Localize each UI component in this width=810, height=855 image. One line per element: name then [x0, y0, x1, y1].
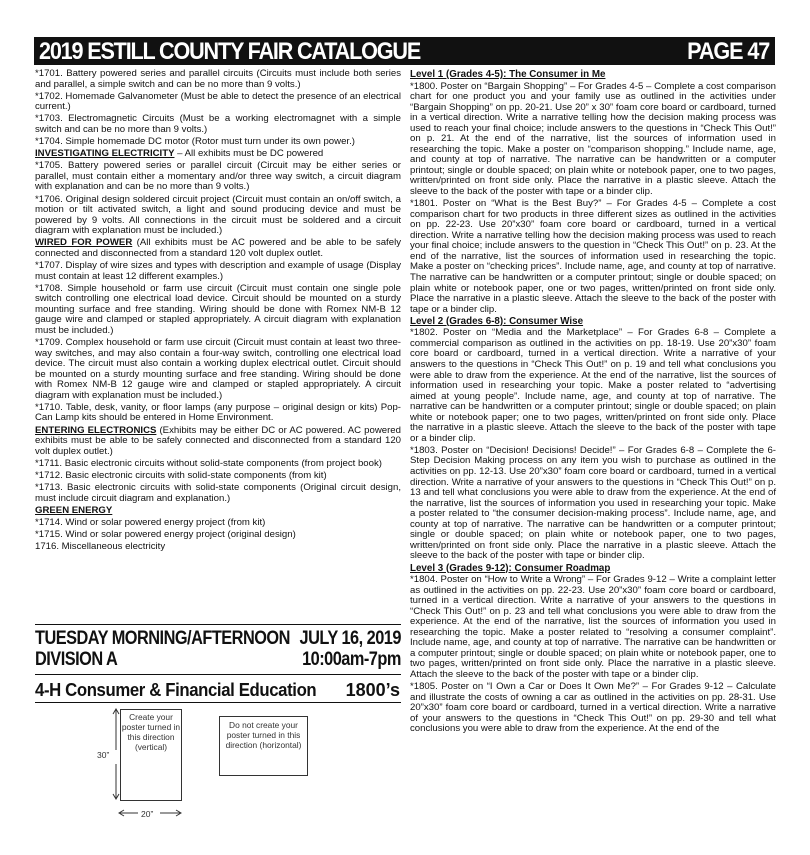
class-1711: *1711. Basic electronic circuits without solid-state components (from project book): [35, 457, 382, 469]
section-investigating-electricity: [35, 149, 401, 160]
section-wired-for-power: [35, 238, 401, 259]
section-title: ENTERING ELECTRONICS: [35, 424, 157, 436]
class-1804: *1804. Poster on “How to Write a Wrong” – For Grades 9-12 – Write a complaint letter as outlined in the activities on pp. 22-23. Use 20”x30” foam core board or cardboard, turned in a vertical direction. Write a narrative of your answers to the questions in “Check This Out!” on p. 23 and tell what conclusions you were able to draw from the experience. At the end of the narrative, list the sources of information you used in researching the topic. Make a poster related to “resolving a consumer complaint”. Include name, age, and county at top of narrative. The narrative can be handwritten or a computer printout; single or double spaced; on plain white or notebook paper, one to two pages, written/printed on front side only. Place the narrative in a plastic sleeve. Attach the sleeve to the back of the poster with tape or a binder clip.: [410, 574, 776, 680]
class-1708: *1708. Simple household or farm use circuit (Circuit must contain one single pole switch controlling one electrical load device. Circuit should be mounted on a sturdy mounting surface and free standing. Wiring should be done with Romex NM-B 12 gauge wire and clamped or stapled appropriately. A circuit diagram with explanation must be included.): [35, 282, 401, 336]
class-1715: *1715. Wind or solar powered energy project (original design): [35, 529, 296, 541]
class-1802: *1802. Poster on “Media and the Marketplace” – For Grades 6-8 – Complete a commercial comparison as outlined in the activities on pp. 18-19. Use 20”x30” foam core board or cardboard, turned in a vertical direction. Write a narrative of your answers to the questions in “Check This Out!” on p. 19 and tell what conclusions you were able to draw from the experience. At the end of the narrative, list the sources of information used in researching your topic. Make a poster related to “advertising aimed at young people”. Include name, age, and county at top of narrative. The narrative can be handwritten or a computer printout; single or double spaced; on plain white or notebook paper; one to two pages, written/printed on front side only. Place the narrative in a plastic sleeve. Attach the sleeve to the back of the poster with tape or a binder clip.: [410, 327, 776, 444]
section-note: (Exhibits may be either DC or AC powered. AC powered exhibits must be able to be safely connected and disconnected from a standard 120 volt duplex outlet.): [35, 424, 401, 457]
left-column: [35, 69, 401, 554]
department-title: 4-H Consumer & Financial Education: [35, 680, 317, 700]
section-note: – All exhibits must be DC powered: [174, 148, 324, 160]
class-1801: *1801. Poster on “What is the Best Buy?” – For Grades 4-5 – Complete a cost comparison chart for two products in three different sizes as outlined in the activities on pp. 22-23. Use 20”x30” foam core board or cardboard, turned in a vertical direction. Write a narrative telling how the decision making process was used to reach your final choice; include answers to the question in “Check This Out!” on p. 23. At the end of the narrative, list the sources of information used in researching the topic. Make a poster on “checking prices”. Include name, age, and county at top of narrative. The narrative can be handwritten or a computer printout; single or double spaced; on plain white or notebook paper, one or two pages, written/printed on front side only. Place the narrative in a plastic sleeve. Attach the sleeve to the back of the poster with tape or a binder clip.: [410, 198, 776, 315]
class-1703: *1703. Electromagnetic Circuits (Must be a working electromagnet with a simple switch and can be no more than 9 volts.): [35, 113, 401, 135]
class-1706: *1706. Original design soldered circuit project (Circuit must contain an on/off switch, a motion or tilt activated switch, a light and sound producing device and must be powered by 9 volts. All connections in the circuit must be soldered and a circuit diagram with explanation must be included.): [35, 193, 401, 237]
level-1-heading: Level 1 (Grades 4-5): The Consumer in Me: [410, 69, 606, 80]
class-1702: *1702. Homemade Galvanometer (Must be able to detect the presence of an electrical current.): [35, 90, 401, 113]
section-title: GREEN ENERGY: [35, 504, 113, 516]
class-1713: *1713. Basic electronic circuits with solid-state components (Original circuit design, must include circuit diagram and explanation.): [35, 482, 401, 504]
right-column: [410, 69, 776, 736]
schedule-time: 10:00am-7pm: [302, 649, 401, 670]
height-label: 30”: [97, 750, 110, 760]
schedule-date: JULY 16, 2019: [299, 628, 401, 649]
section-green-energy: [35, 506, 401, 517]
divider: [35, 624, 401, 625]
class-1803: *1803. Poster on “Decision! Decisions! Decide!” – For Grades 6-8 – Complete the 6-Step Decision Making process on any item you wish to purchase as outlined in the activities on pp. 12-13. Use 20”x30” foam core board or cardboard, turned in a vertical direction. Write a narrative of your answers to the questions in “Check This Out!” on p. 13 and tell what conclusions you were able to draw from the experience. At the end of the narrative, list the sources of information you used in researching your topic. Make a poster related to “the consumer decision-making process”. Include name, age, and county at top of narrative. The narrative can be handwritten or a computer printout; single or double spaced; on plain white or notebook paper, one to two pages, written/printed on front side only. Place the narrative in a plastic sleeve. Attach the sleeve to the back of the poster with tape or binder clip.: [410, 444, 776, 562]
schedule-division: DIVISION A: [35, 649, 118, 670]
schedule-day: TUESDAY MORNING/AFTERNOON: [35, 628, 290, 649]
department-number: 1800’s: [345, 680, 400, 700]
section-entering-electronics: [35, 426, 401, 458]
horizontal-poster-label: Do not create your poster turned in this direction (horizontal): [225, 720, 302, 750]
page-number: PAGE 47: [686, 38, 769, 65]
class-1712: *1712. Basic electronic circuits with solid-state components (from kit): [35, 470, 327, 481]
section-title: INVESTIGATING ELECTRICITY: [35, 148, 175, 160]
class-1701: *1701. Battery powered series and parallel circuits (Circuits must include both series and parallel, a simple switch and can be no more than 9 volts.): [35, 68, 401, 90]
level-2-heading: Level 2 (Grades 6-8): Consumer Wise: [410, 315, 584, 327]
width-label: 20”: [141, 809, 154, 819]
class-1710: *1710. Table, desk, vanity, or floor lamps (any purpose – original design or kits) Pop-Can Lamp kits should be entered in Home Environment.: [35, 401, 401, 424]
horizontal-poster: [219, 716, 308, 776]
class-1716: 1716. Miscellaneous electricity: [35, 541, 166, 553]
class-1707: *1707. Display of wire sizes and types with description and example of usage (Display must contain at least 12 different examples.): [35, 260, 401, 282]
catalogue-title: 2019 ESTILL COUNTY FAIR CATALOGUE: [39, 38, 421, 65]
section-title: WIRED FOR POWER: [35, 237, 133, 249]
divider: [35, 674, 401, 675]
dimension-arrows: [100, 706, 220, 821]
section-note: (All exhibits must be AC powered and be able to be safely connected and disconnected from a standard 120 volt duplex outlet.: [35, 237, 401, 259]
page-header: [34, 37, 775, 65]
class-1800: *1800. Poster on “Bargain Shopping” – For Grades 4-5 – Complete a cost comparison chart for one product you and your family use as outlined in the activities under “Bargain Shopping” on pp. 20-21. Use 20” x 30” foam core board or cardboard, turned in a vertical direction. Write a narrative telling how the decision making process was used to reach your final choice; include answers to the questions in “Check This Out!” on p. 21. At the end of the narrative, list the sources of information used in researching the topic. Make a poster on “comparison shopping.” Include name, age, and county at top of narrative. The narrative can be handwritten or a computer printout; single or double spaced; on plain white or notebook paper, one to two pages, written/printed on front side only. Place the narrative in a plastic sleeve. Attach the sleeve to the back of the poster with tape or a binder clip.: [410, 80, 776, 198]
vertical-poster-label: Create your poster turned in this direction (vertical): [121, 712, 181, 752]
class-1709: *1709. Complex household or farm use circuit (Circuit must contain at least two three-way switches, and may also contain a four-way switch, controlling one electrical load device. The circuit must also contain a working duplex electrical outlet. Circuit should be mounted on a sturdy mounting surface and free standing. Wiring should be done with Romex NM-B 12 gauge wire and clamped or stapled appropriately. A circuit diagram with explanation must be included.): [35, 337, 401, 401]
divider: [35, 702, 401, 703]
class-1714: *1714. Wind or solar powered energy project (from kit): [35, 516, 266, 528]
level-3-heading: Level 3 (Grades 9-12): Consumer Roadmap: [410, 562, 611, 574]
class-1704: *1704. Simple homemade DC motor (Rotor must turn under its own power.): [35, 136, 355, 148]
class-1705: *1705. Battery powered series or parallel circuit (Circuit may be either series or parallel, must contain either a momentary and/or three way switch, a circuit diagram with explanation and can be no more than 9 volts.): [35, 160, 401, 193]
class-1805: *1805. Poster on “I Own a Car or Does It Own Me?” – For Grades 9-12 – Calculate and illustrate the costs of owning a car as outlined in the activities on pp. 28-31. Use 20”x30” foam core board or cardboard, turned in a vertical direction. Write a narrative of your answers to the questions in “Check This Out!” on pp. 29-30 and tell what conclusions you were able to draw from the experience. At the end of the: [410, 681, 776, 735]
